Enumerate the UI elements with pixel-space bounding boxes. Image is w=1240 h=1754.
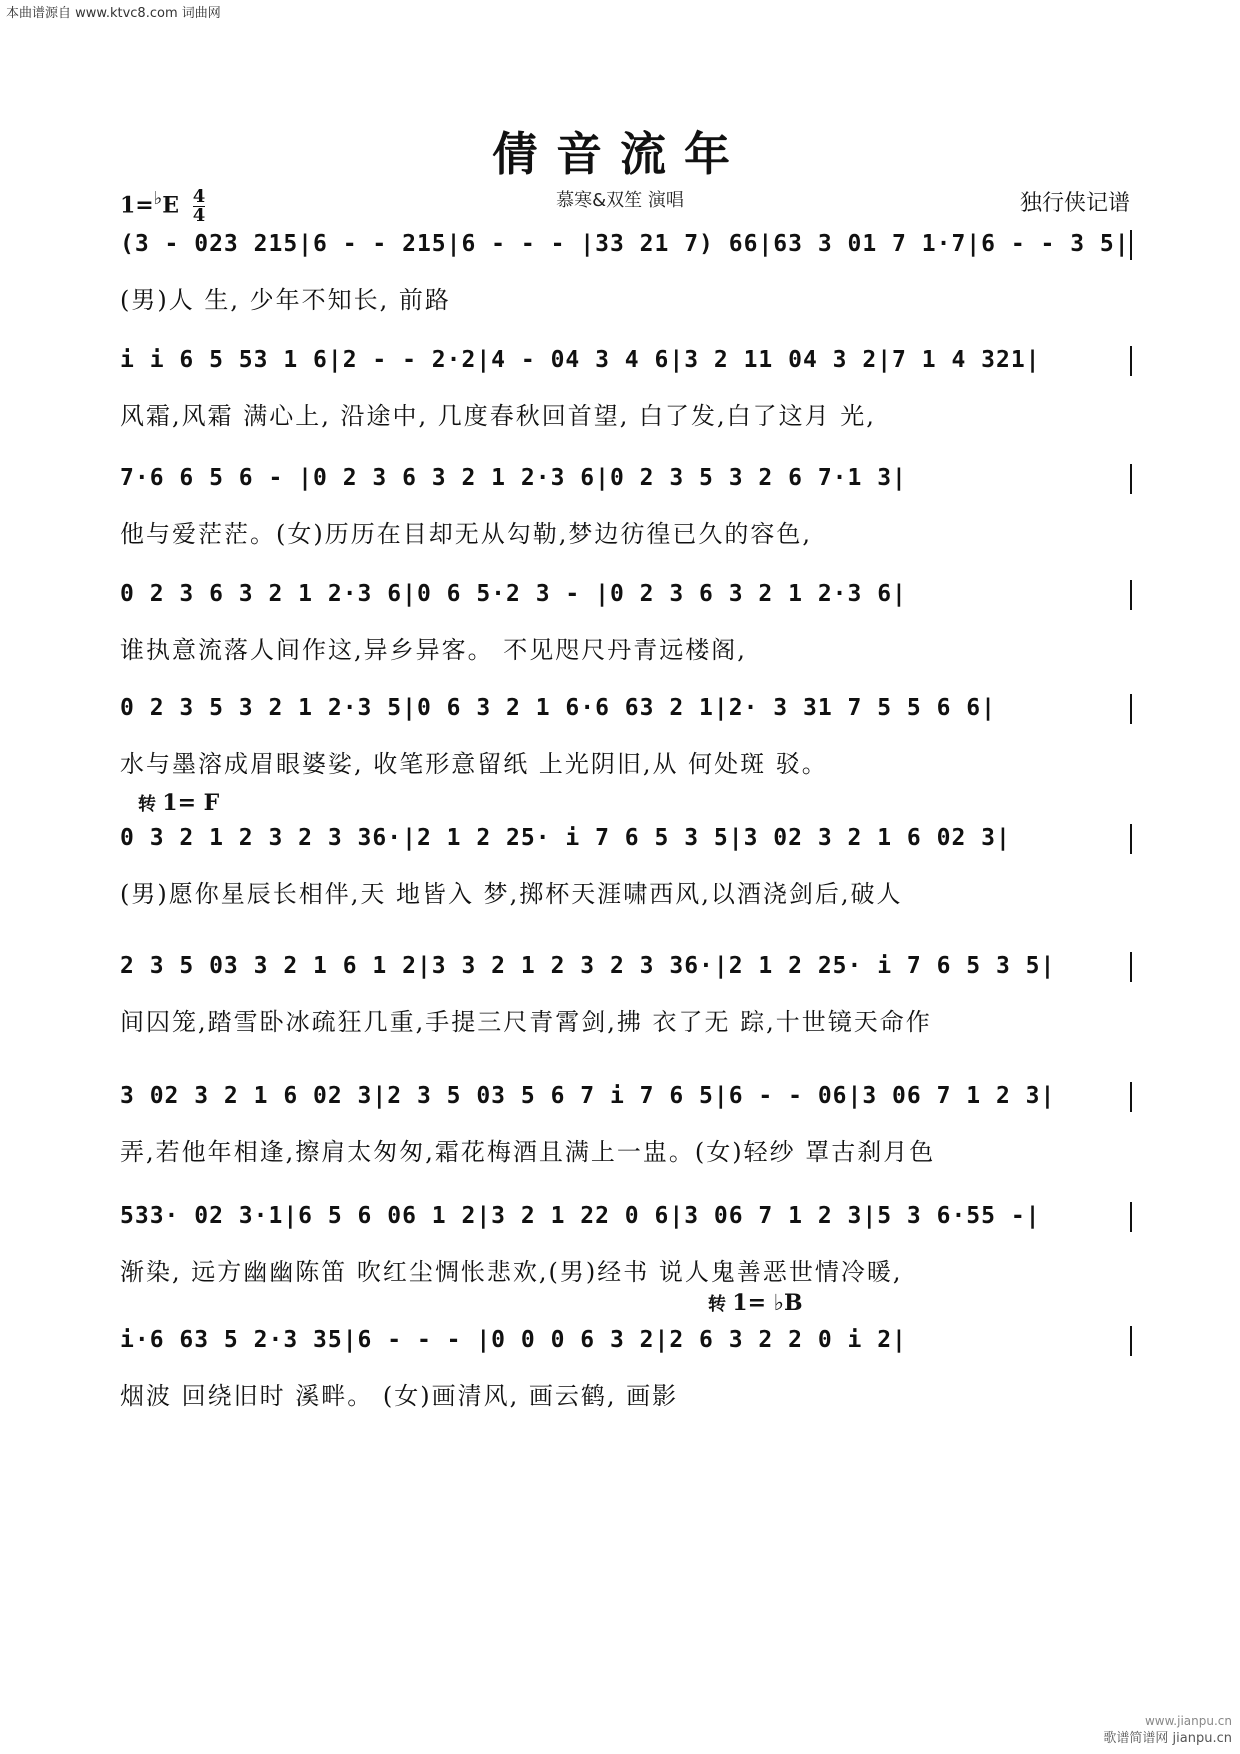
singers: 慕寒&双笙 演唱 bbox=[556, 190, 684, 211]
lyrics: 他与爱茫茫。(女)历历在目却无从勾勒,梦边彷徨已久的容色, bbox=[120, 520, 812, 548]
notation: 0 2 3 5 3 2 1 2·3 5|0 6 3 2 1 6·6 63 2 1|2· 3 31 7 5 5 6 6| bbox=[120, 688, 1132, 728]
notation: 3 02 3 2 1 6 02 3|2 3 5 03 5 6 7 i 7 6 5|6 - - 06|3 06 7 1 2 3| bbox=[120, 1076, 1132, 1116]
lyrics: 水与墨溶成眉眼婆娑, 收笔形意留纸 上光阴旧,从 何处斑 驳。 bbox=[120, 750, 828, 778]
score-line-5 bbox=[120, 688, 1132, 779]
song-title: 倩音流年 bbox=[492, 127, 748, 181]
key-prefix: 1= bbox=[120, 192, 154, 219]
meter-top: 4 bbox=[192, 186, 206, 207]
modulation-key: 1= F bbox=[162, 790, 220, 816]
score-line-4 bbox=[120, 574, 1132, 665]
notation: (3 - 023 215|6 - - 215|6 - - - |33 21 7) 66|63 3 01 7 1·7|6 - - 3 5| bbox=[120, 224, 1132, 264]
notation: 7·6 6 5 6 - |0 2 3 6 3 2 1 2·3 6|0 2 3 5 3 2 6 7·1 3| bbox=[120, 458, 1132, 498]
lyrics: 弄,若他年相逢,擦肩太匆匆,霜花梅酒且满上一盅。(女)轻纱 罩古刹月色 bbox=[120, 1138, 936, 1166]
transcriber: 独行侠记谱 bbox=[1019, 191, 1130, 216]
lyrics: 烟波 回绕旧时 溪畔。 (女)画清风, 画云鹤, 画影 bbox=[120, 1382, 679, 1410]
watermark: www.jianpu.cn bbox=[1144, 1714, 1232, 1728]
score-line-6 bbox=[120, 818, 1132, 909]
notation: i i 6 5 53 1 6|2 - - 2·2|4 - 04 3 4 6|3 2 11 04 3 2|7 1 4 321| bbox=[120, 340, 1132, 380]
modulation-bflat bbox=[708, 1290, 803, 1316]
score-line-9 bbox=[120, 1196, 1132, 1287]
source-line: 本曲谱源自 www.ktvc8.com 词曲网 bbox=[6, 6, 221, 21]
flat-sign: ♭ bbox=[153, 188, 163, 210]
lyrics: (男)愿你星辰长相伴,天 地皆入 梦,掷杯天涯啸西风,以酒浇剑后,破人 bbox=[120, 880, 903, 908]
lyrics: 间囚笼,踏雪卧冰疏狂几重,手提三尺青霄剑,拂 衣了无 踪,十世镜天命作 bbox=[120, 1008, 932, 1036]
lyrics: 谁执意流落人间作这,异乡异客。 不见咫尺丹青远楼阁, bbox=[120, 636, 747, 664]
lyrics: 风霜,风霜 满心上, 沿途中, 几度春秋回首望, 白了发,白了这月 光, bbox=[120, 402, 876, 430]
key-note: E bbox=[162, 192, 180, 219]
lyrics: (男)人 生, 少年不知长, 前路 bbox=[120, 286, 451, 314]
notation: 0 3 2 1 2 3 2 3 36·|2 1 2 25· i 7 6 5 3 5|3 02 3 2 1 6 02 3| bbox=[120, 818, 1132, 858]
score-line-8 bbox=[120, 1076, 1132, 1167]
notation: 2 3 5 03 3 2 1 6 1 2|3 3 2 1 2 3 2 3 36·|2 1 2 25· i 7 6 5 3 5| bbox=[120, 946, 1132, 986]
notation: 0 2 3 6 3 2 1 2·3 6|0 6 5·2 3 - |0 2 3 6 3 2 1 2·3 6| bbox=[120, 574, 1132, 614]
notation: i·6 63 5 2·3 35|6 - - - |0 0 0 6 3 2|2 6 3 2 2 0 i 2| bbox=[120, 1320, 1132, 1360]
footer-credit: 歌谱简谱网 jianpu.cn bbox=[1103, 1731, 1232, 1746]
score-line-1 bbox=[120, 224, 1132, 315]
meter-bottom: 4 bbox=[192, 205, 206, 226]
lyrics: 渐染, 远方幽幽陈笛 吹红尘惆怅悲欢,(男)经书 说人鬼善恶世情冷暖, bbox=[120, 1258, 903, 1286]
modulation-label: 转 bbox=[138, 794, 156, 815]
score-line-7 bbox=[120, 946, 1132, 1037]
modulation-label: 转 bbox=[708, 1294, 726, 1315]
score-line-2 bbox=[120, 340, 1132, 431]
score-line-3 bbox=[120, 458, 1132, 549]
score-line-10 bbox=[120, 1320, 1132, 1411]
modulation-f bbox=[138, 790, 219, 816]
notation: 533· 02 3·1|6 5 6 06 1 2|3 2 1 22 0 6|3 06 7 1 2 3|5 3 6·55 -| bbox=[120, 1196, 1132, 1236]
modulation-key: 1= ♭B bbox=[732, 1290, 803, 1316]
